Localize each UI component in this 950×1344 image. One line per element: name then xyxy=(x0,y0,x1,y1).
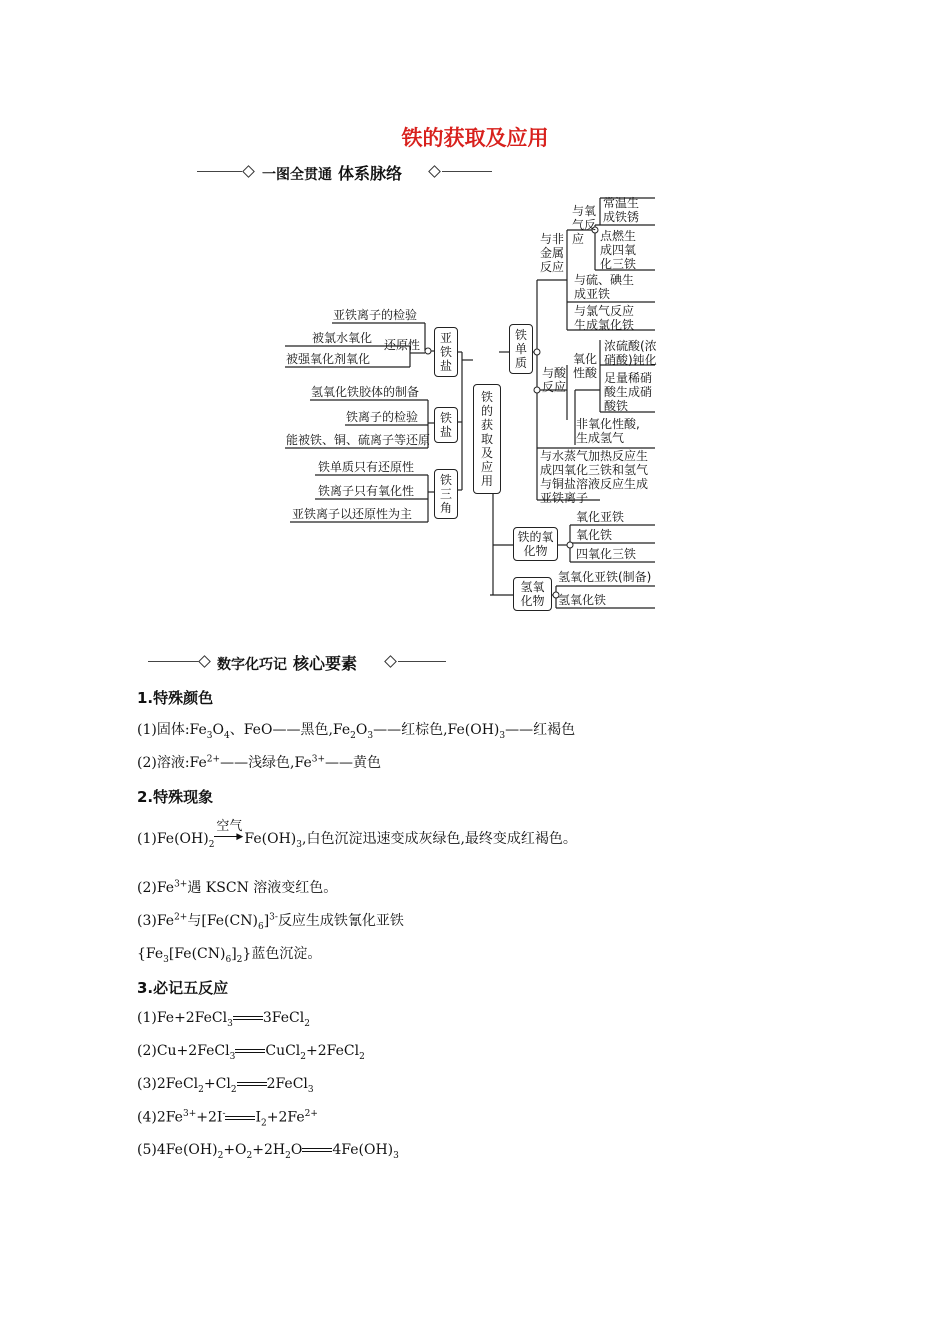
iron-element-box xyxy=(509,324,533,374)
acid-label: 与酸反应 xyxy=(542,366,567,394)
banner-core xyxy=(217,651,357,674)
oxides-label: 铁的氧化物 xyxy=(517,530,554,558)
ferrous-item: 亚铁离子的检验 xyxy=(333,308,418,322)
oxidizing-acid-label: 氧化性酸 xyxy=(573,352,598,380)
iron-triangle-box xyxy=(434,469,458,519)
oxides-box xyxy=(513,527,558,561)
nonmetal-item: 与氯气反应生成氯化铁 xyxy=(574,304,635,332)
ferrous-salt-label: 亚铁盐 xyxy=(439,331,452,373)
banner-line xyxy=(148,661,200,662)
oxide-item: 氧化亚铁 xyxy=(576,510,625,524)
nonmetal-label: 与非金属反应 xyxy=(540,232,565,274)
hydroxide-item: 氢氧化铁 xyxy=(558,593,607,607)
hydroxide-item: 氢氧化亚铁(制备) xyxy=(558,570,652,584)
oxygen-item: 常温生成铁锈 xyxy=(603,196,640,224)
oxygen-item: 点燃生成四氧化三铁 xyxy=(600,229,637,271)
oxidizing-item: 足量稀硝酸生成硝酸铁 xyxy=(604,371,653,413)
phenomenon-line-1: $(1)Fe(OH)_2$ 空气 ▶ $Fe(OH)_3$,白色沉淀迅速变成灰绿色,最终变成红褐色。 xyxy=(137,828,577,850)
iron-element-label: 铁单质 xyxy=(514,328,527,370)
phenomenon-3-text: 反应生成铁氰化亚铁 xyxy=(277,913,404,929)
page-title: 铁的获取及应用 xyxy=(401,126,549,150)
diamond-icon xyxy=(198,655,211,668)
reaction-arrow: 空气 ▶ xyxy=(214,829,244,843)
section-title: 1.特殊颜色 xyxy=(137,689,214,707)
ferric-salt-label: 铁盐 xyxy=(439,411,452,439)
ferric-item: 铁离子的检验 xyxy=(346,410,419,424)
phenomenon-line-3: $(3)Fe^{2+}$与$[Fe(CN)_6]^{3-}$反应生成铁氰化亚铁 xyxy=(137,912,404,932)
mindmap-center-label: 铁的获取及应用 xyxy=(480,390,493,488)
ferric-salt-box xyxy=(434,407,458,443)
steam-label: 与水蒸气加热反应生成四氧化三铁和氢气 xyxy=(540,449,649,477)
reaction-1: (1)Fe+2FeCl$_3$ 3FeCl$_2$ xyxy=(137,1010,310,1029)
ferrous-item: 被氯水氧化 xyxy=(312,331,373,345)
iron-triangle-label: 铁三角 xyxy=(439,473,452,515)
colors-solid-line: (1)固体$:Fe_3O_4$、FeO——黑色$,Fe_2O_3——$红棕色$,Fe(OH)_3——$红褐色 xyxy=(137,722,576,741)
arrow-label: 空气 xyxy=(216,819,243,834)
phenomenon-line-4: $\{Fe_3[Fe(CN)_6]_2\}$蓝色沉淀。 xyxy=(137,946,322,965)
mindmap-center xyxy=(473,384,501,494)
reaction-5: $(5)4Fe(OH)_2+O_2+2H_2O$ $4Fe(OH)_3$ xyxy=(137,1142,399,1161)
non-oxidizing-label: 非氧化性酸,生成氢气 xyxy=(576,417,640,445)
triangle-item: 亚铁离子以还原性为主 xyxy=(292,507,413,521)
section-title: 3.必记五反应 xyxy=(137,979,229,997)
hydroxides-box xyxy=(513,577,552,611)
reaction-3: $(3)2FeCl_2+Cl_2$ 2FeCl$_3$ xyxy=(137,1076,314,1095)
ferrous-salt-box xyxy=(434,327,458,377)
section-title: 2.特殊现象 xyxy=(137,788,214,806)
oxidizing-item: 浓硫酸(浓硝酸)钝化 xyxy=(604,339,657,367)
phenomenon-4-text: 蓝色沉淀。 xyxy=(251,946,322,962)
phenomenon-2-text: 遇 KSCN 溶液变红色。 xyxy=(187,880,338,896)
banner-left: 数字化巧记 xyxy=(217,657,287,673)
mindmap-lines xyxy=(0,0,950,640)
oxide-item: 氧化铁 xyxy=(576,528,613,542)
ferric-item: 氢氧化铁胶体的制备 xyxy=(311,385,420,399)
copper-label: 与铜盐溶液反应生成亚铁离子 xyxy=(540,477,649,505)
reducing-label: 还原性 xyxy=(384,338,421,352)
diamond-icon xyxy=(384,655,397,668)
colors-solution-line: (2)溶液$:Fe^{2+}——$浅绿色$,Fe^{3+}——$黄色 xyxy=(137,754,382,771)
banner-line xyxy=(398,661,446,662)
reaction-2: (2)Cu+2FeCl$_3$ CuCl$_2$+2FeCl$_2$ xyxy=(137,1043,365,1062)
banner-right: 体系脉络 xyxy=(338,164,403,183)
banner-left: 一图全贯通 xyxy=(262,167,332,183)
phenomenon-line-2: $(2)Fe^{3+}$遇 KSCN 溶液变红色。 xyxy=(137,879,338,896)
ferric-item: 能被铁、铜、硫离子等还原 xyxy=(286,433,431,447)
oxygen-label: 与氧气反应 xyxy=(572,204,597,246)
phenomenon-1-text: ,白色沉淀迅速变成灰绿色,最终变成红褐色。 xyxy=(302,831,577,847)
reaction-4: $(4)2Fe^{3+}+2I^-$ $I_2+2Fe^{2+}$ xyxy=(137,1109,318,1129)
nonmetal-item: 与硫、碘生成亚铁 xyxy=(574,273,635,301)
triangle-item: 铁离子只有氧化性 xyxy=(318,484,415,498)
banner-right: 核心要素 xyxy=(293,654,358,673)
triangle-item: 铁单质只有还原性 xyxy=(318,460,415,474)
oxide-item: 四氧化三铁 xyxy=(576,547,637,561)
hydroxides-label: 氢氧化物 xyxy=(520,580,545,608)
ferrous-item: 被强氧化剂氧化 xyxy=(286,352,371,366)
